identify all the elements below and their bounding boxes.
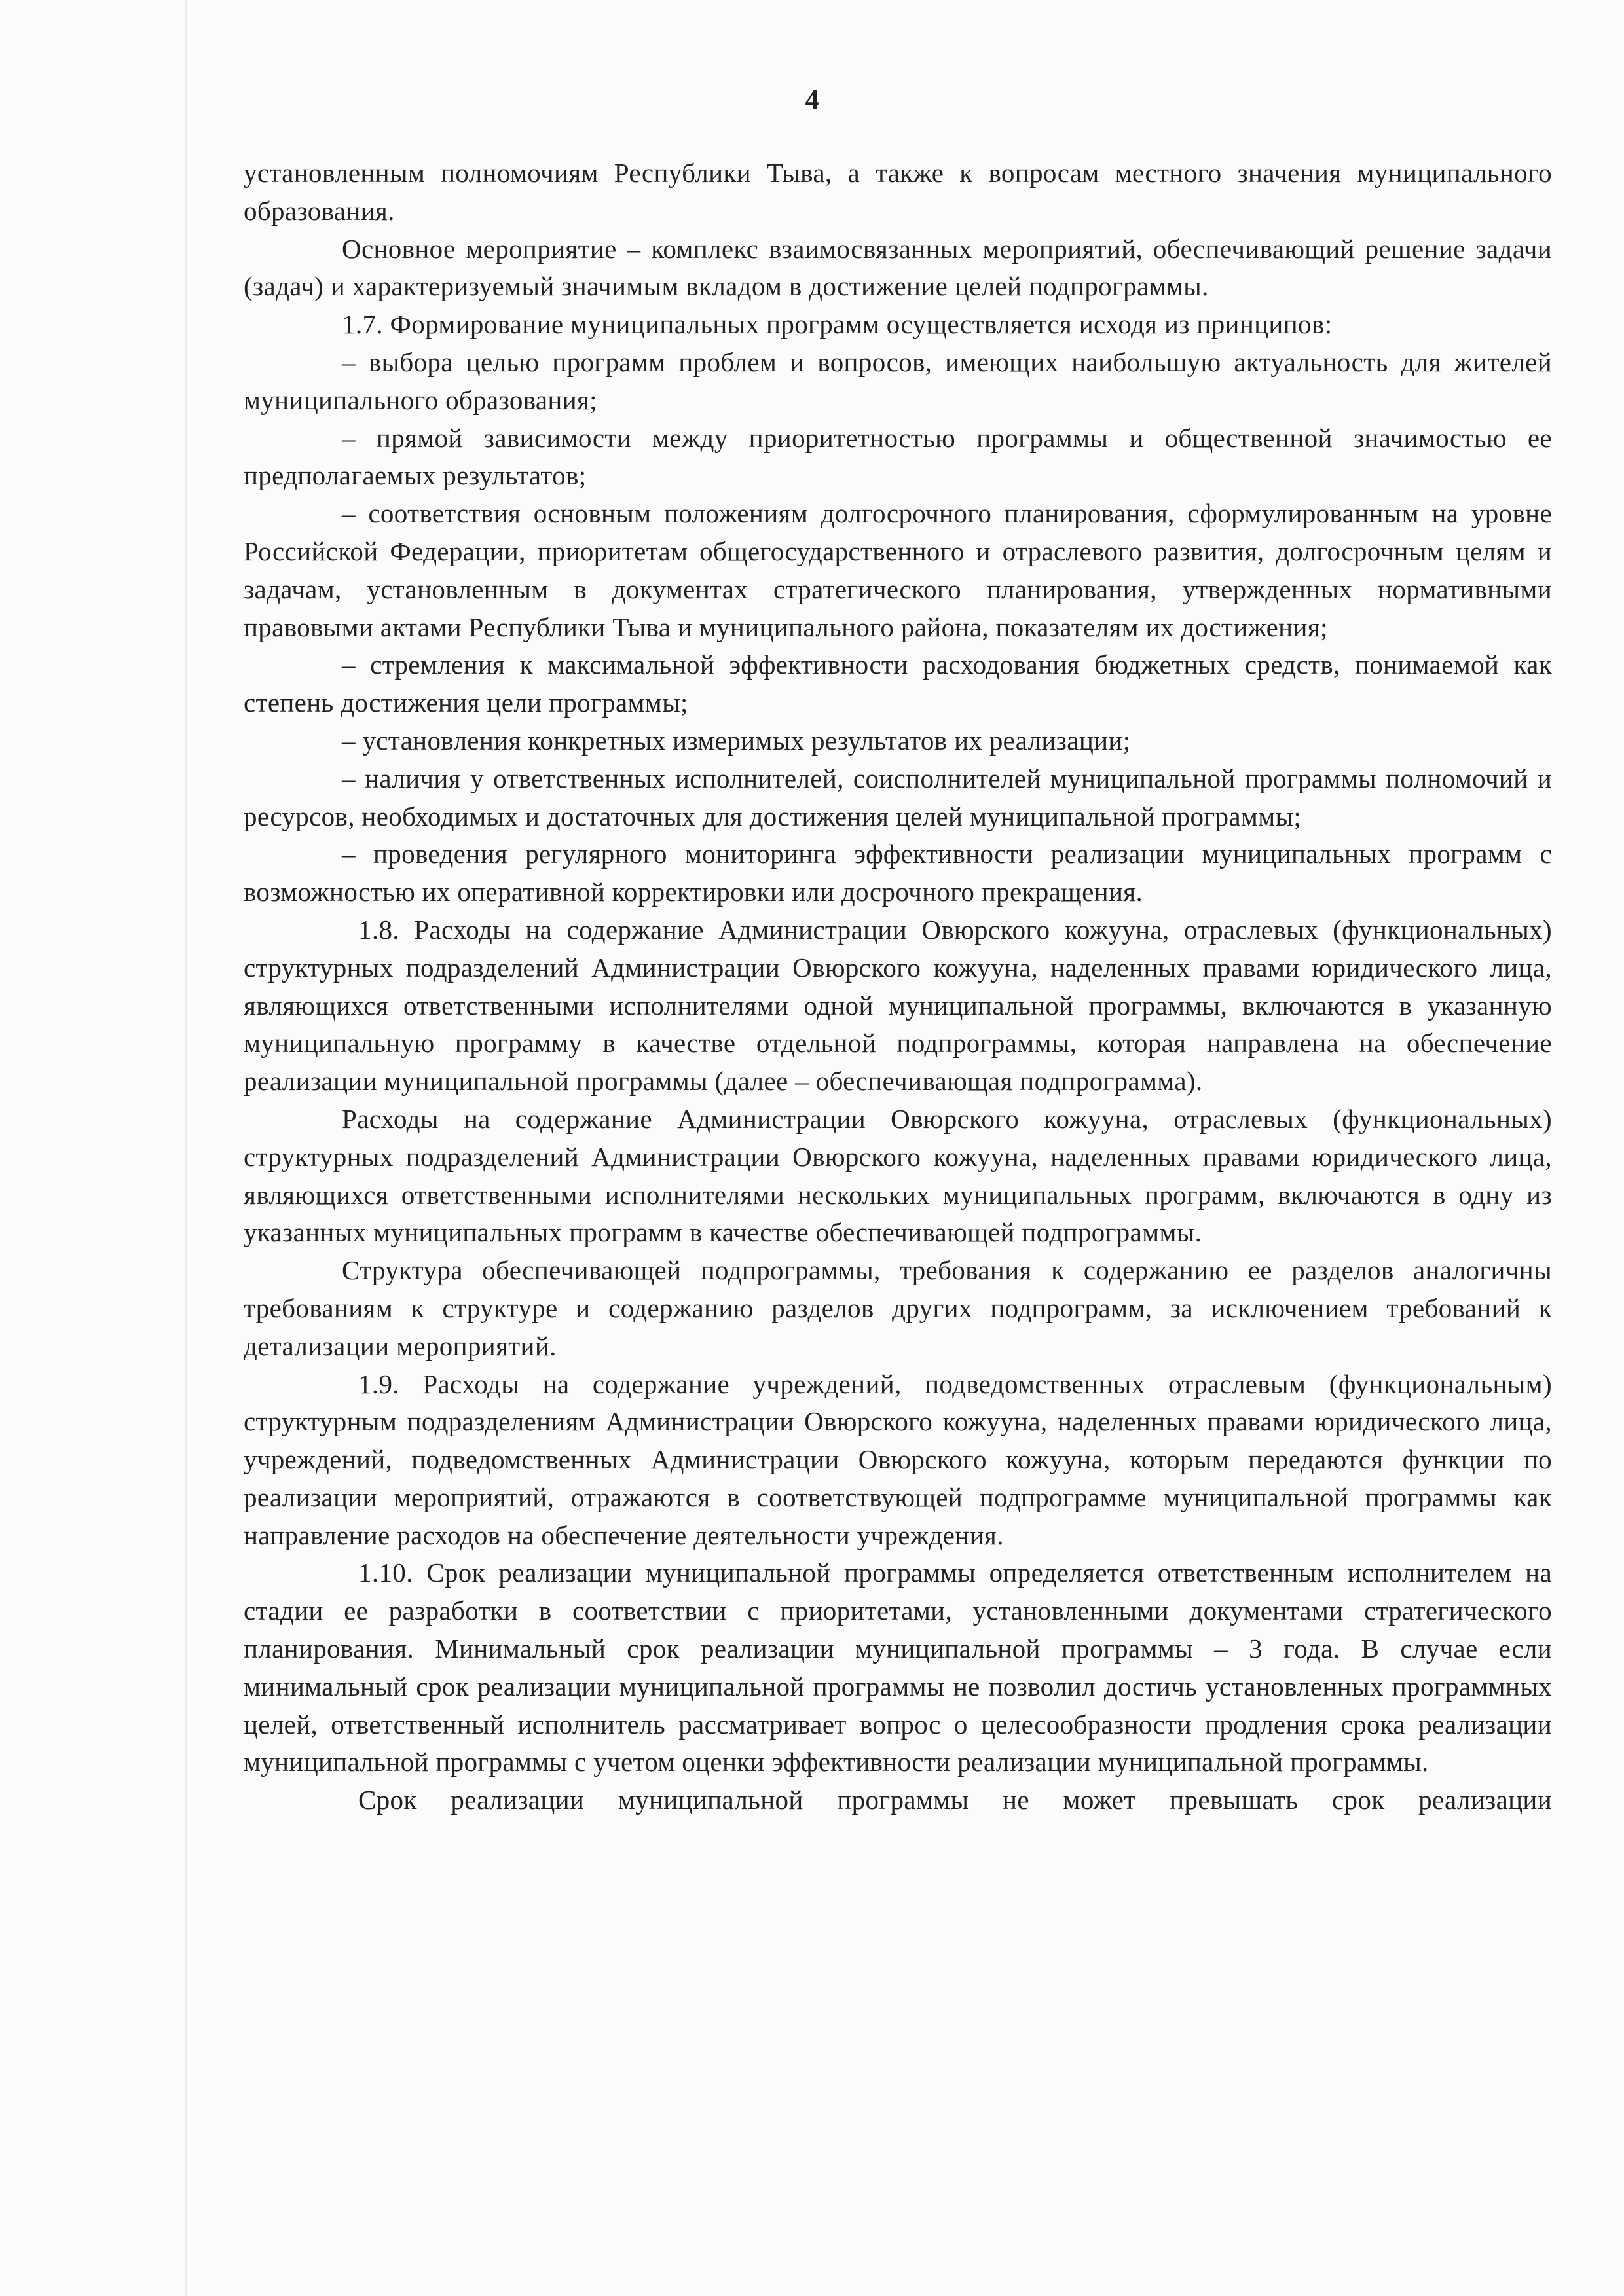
list-item: – прямой зависимости между приоритетностью программы и общественной значимостью ее предполагаемых результатов; (244, 422, 1552, 491)
paragraph: Основное мероприятие – комплекс взаимосвязанных мероприятий, обеспечивающий решение задачи (задач) и характеризуемый значимым вкладом в достижение целей подпрограммы. (244, 233, 1552, 302)
paragraph: Расходы на содержание Администрации Овюрского кожууна, отраслевых (функциональных) структурных подразделений Администрации Овюрского кожууна, наделенных правами юридического лица, являющихся ответственными исполнителями нескольких муниципальных программ, включаются в одну из указанных муниципальных программ в качестве обеспечивающей подпрограммы. (244, 1103, 1552, 1248)
paragraph: 1.10. Срок реализации муниципальной программы определяется ответственным исполнителем на стадии ее разработки в соответствии с приоритетами, установленными документами стратегического планирования. Минимальный срок реализации муниципальной программы – 3 года. В случае если минимальный срок реализации муниципальной программы не позволил достичь установленных программных целей, ответственный исполнитель рассматривает вопрос о целесообразности продления срока реализации муниципальной программы с учетом оценки эффективности реализации муниципальной программы. (244, 1558, 1552, 1777)
paragraph: 1.7. Формирование муниципальных программ осуществляется исходя из принципов: (342, 309, 1333, 340)
scan-edge-left (185, 0, 187, 2296)
list-item: – соответствия основным положениям долгосрочного планирования, сформулированным на уровне Российской Федерации, приоритетам общегосударственного и отраслевого развития, долгосрочным целям и задачам, установленным в документах стратегического планирования, утвержденных нормативными правовыми актами Республики Тыва и муниципального района, показателям их достижения; (244, 498, 1552, 642)
list-item: – проведения регулярного мониторинга эффективности реализации муниципальных программ с возможностью их оперативной корректировки или досрочного прекращения. (244, 839, 1552, 907)
paragraph: установленным полномочиям Республики Тыва, а также к вопросам местного значения муниципального образования. (244, 158, 1552, 226)
paragraph: 1.9. Расходы на содержание учреждений, подведомственных отраслевым (функциональным) структурным подразделениям Администрации Овюрского кожууна, наделенных правами юридического лица, учреждений, подведомственных Администрации Овюрского кожууна, которым передаются функции по реализации мероприятий, отражаются в соответствующей подпрограмме муниципальной программы как направление расходов на обеспечение деятельности учреждения. (244, 1368, 1552, 1550)
list-item: – выбора целью программ проблем и вопросов, имеющих наибольшую актуальность для жителей муниципального образования; (244, 346, 1552, 415)
page-number: 4 (805, 85, 819, 115)
list-item: – установления конкретных измеримых результатов их реализации; (342, 725, 1131, 756)
document-body (244, 155, 1552, 1819)
paragraph: Срок реализации муниципальной программы не может превышать срок реализации (358, 1785, 1552, 1815)
list-item: – наличия у ответственных исполнителей, соисполнителей муниципальной программы полномочий и ресурсов, необходимых и достаточных для достижения целей муниципальной программы; (244, 763, 1552, 831)
list-item: – стремления к максимальной эффективности расходования бюджетных средств, понимаемой как степень достижения цели программы; (244, 649, 1552, 718)
paragraph: 1.8. Расходы на содержание Администрации Овюрского кожууна, отраслевых (функциональных) структурных подразделений Администрации Овюрского кожууна, наделенных правами юридического лица, являющихся ответственными исполнителями одной муниципальной программы, включаются в указанную муниципальную программу в качестве отдельной подпрограммы, которая направлена на обеспечение реализации муниципальной программы (далее – обеспечивающая подпрограмма). (244, 914, 1552, 1097)
paragraph: Структура обеспечивающей подпрограммы, требования к содержанию ее разделов аналогичны требованиям к структуре и содержанию разделов других подпрограмм, за исключением требований к детализации мероприятий. (244, 1255, 1552, 1361)
